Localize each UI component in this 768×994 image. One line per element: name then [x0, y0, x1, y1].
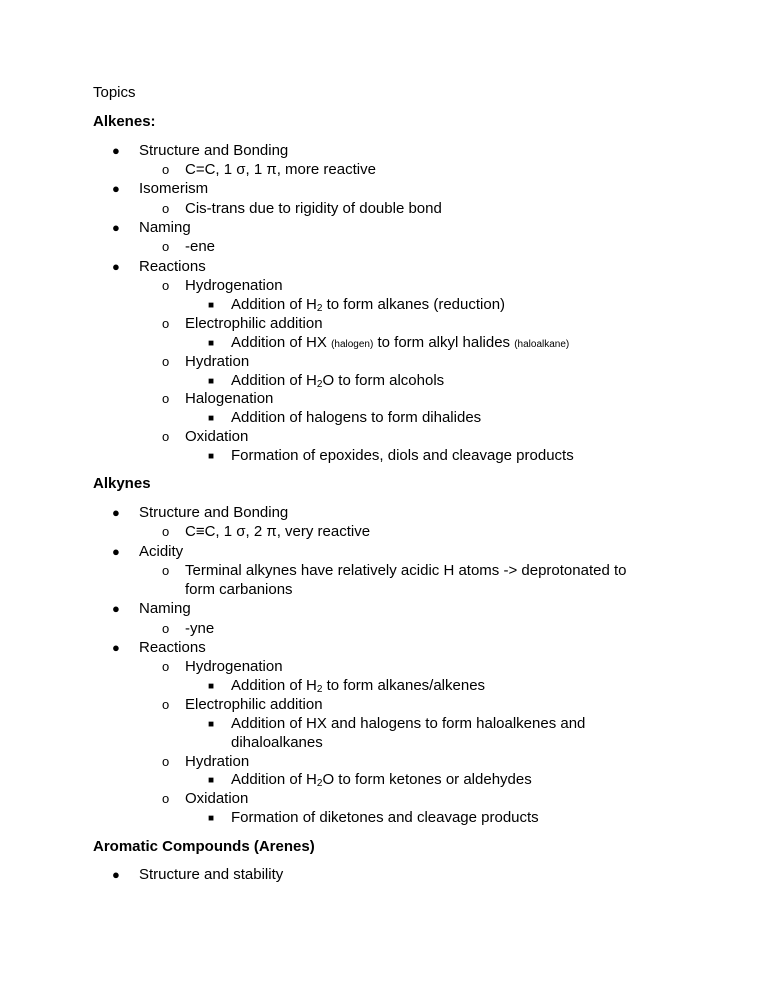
- list-item-text: Oxidation: [185, 428, 249, 445]
- list-item: [162, 620, 214, 638]
- list-item: [112, 142, 288, 160]
- bullet-marker: o: [162, 563, 170, 578]
- bullet-marker: o: [162, 754, 170, 769]
- list-item-text: to form alkyl halides: [373, 334, 515, 351]
- bullet-marker: o: [162, 791, 170, 806]
- bullet-marker: o: [162, 524, 170, 539]
- alkynes-heading: Alkynes: [93, 475, 151, 492]
- list-item-text: Addition of halogens to form dihalides: [231, 409, 482, 426]
- bullet-marker: ●: [112, 259, 120, 274]
- list-item: [112, 639, 206, 657]
- bullet-marker: o: [162, 316, 170, 331]
- list-item-text: Addition of H: [231, 372, 317, 389]
- list-item-text: Addition of H: [231, 296, 317, 313]
- list-item-text: O to form ketones or aldehydes: [322, 771, 532, 788]
- list-item: [162, 658, 283, 676]
- bullet-marker: o: [162, 201, 170, 216]
- list-item-text: Formation of epoxides, diols and cleavage products: [231, 447, 574, 464]
- list-item: [112, 543, 183, 561]
- list-item-text: Terminal alkynes have relatively acidic H atoms -> deprotonated to: [185, 562, 627, 579]
- list-item-text: Halogenation: [185, 390, 274, 407]
- list-item-text: to form alkanes/alkenes: [322, 677, 486, 694]
- list-item: [112, 866, 283, 884]
- bullet-marker: ●: [112, 544, 120, 559]
- list-item: [162, 200, 442, 218]
- bullet-marker: ■: [208, 376, 215, 387]
- list-item: [162, 315, 323, 333]
- bullet-marker: o: [162, 391, 170, 406]
- list-item-text: Addition of H: [231, 771, 317, 788]
- bullet-marker: ●: [112, 640, 120, 655]
- list-item: [208, 372, 444, 392]
- list-item: [112, 504, 288, 522]
- list-item: [162, 523, 370, 541]
- subscript: 2: [316, 684, 323, 695]
- list-item-text: Formation of diketones and cleavage products: [231, 809, 539, 826]
- list-item-text: to form alkanes (reduction): [322, 296, 506, 313]
- bullet-marker: o: [162, 697, 170, 712]
- list-item: [162, 390, 273, 408]
- bullet-marker: ●: [112, 601, 120, 616]
- list-item: [112, 600, 191, 618]
- bullet-marker: o: [162, 659, 170, 674]
- bullet-marker: ■: [208, 451, 215, 462]
- list-item-text: Addition of HX and halogens to form haloalkenes and: [231, 715, 586, 732]
- arenes-heading: Aromatic Compounds (Arenes): [93, 838, 315, 855]
- list-item: [112, 258, 206, 276]
- bullet-marker: ■: [208, 813, 215, 824]
- bullet-marker: ●: [112, 505, 120, 520]
- list-item-text: Hydrogenation: [185, 658, 283, 675]
- list-item: [208, 809, 539, 829]
- list-item-text: Addition of HX: [231, 334, 332, 351]
- list-item: [162, 238, 215, 256]
- list-item: [162, 790, 248, 808]
- list-item-text: Reactions: [139, 639, 206, 656]
- list-item: [208, 677, 485, 697]
- list-item: [162, 161, 376, 179]
- list-item-text: Cis-trans due to rigidity of double bond: [185, 200, 442, 217]
- list-item-text: Naming: [139, 600, 191, 617]
- bullet-marker: ■: [208, 300, 215, 311]
- bullet-marker: ■: [208, 681, 215, 692]
- list-item-text: Reactions: [139, 258, 206, 275]
- list-item: [162, 753, 249, 771]
- list-item-text: C≡C, 1 σ, 2 π, very reactive: [185, 523, 371, 540]
- bullet-marker: o: [162, 429, 170, 444]
- bullet-marker: ●: [112, 181, 120, 196]
- list-item-text: Electrophilic addition: [185, 315, 323, 332]
- bullet-marker: o: [162, 162, 170, 177]
- subscript: 2: [316, 379, 323, 390]
- list-item-text: Addition of H: [231, 677, 317, 694]
- bullet-marker: ■: [208, 719, 215, 730]
- small-note: (haloalkane): [514, 339, 570, 350]
- list-item: [162, 428, 248, 446]
- list-item: [162, 353, 249, 371]
- list-item-text: Hydration: [185, 353, 250, 370]
- bullet-marker: ■: [208, 775, 215, 786]
- list-item: [162, 562, 626, 580]
- list-item-text: Hydrogenation: [185, 277, 283, 294]
- list-item-text: -yne: [185, 620, 215, 637]
- list-item: [208, 334, 569, 354]
- subscript: 2: [316, 303, 323, 314]
- list-item-text: Structure and Bonding: [139, 142, 289, 159]
- list-item-text: C=C, 1 σ, 1 π, more reactive: [185, 161, 376, 178]
- list-item: [208, 771, 532, 791]
- list-item-text: Structure and stability: [139, 866, 284, 883]
- bullet-marker: ■: [208, 338, 215, 349]
- subscript: 2: [316, 778, 323, 789]
- list-item: [208, 409, 481, 429]
- bullet-marker: ●: [112, 143, 120, 158]
- bullet-marker: o: [162, 354, 170, 369]
- list-item: [162, 277, 283, 295]
- list-item: [208, 447, 574, 467]
- bullet-marker: ●: [112, 220, 120, 235]
- list-item-continuation: form carbanions: [185, 581, 293, 598]
- list-item-text: Isomerism: [139, 180, 209, 197]
- list-item-text: Naming: [139, 219, 191, 236]
- list-item: [162, 696, 323, 714]
- alkenes-heading: Alkenes:: [93, 113, 156, 130]
- list-item-text: -ene: [185, 238, 216, 255]
- bullet-marker: o: [162, 621, 170, 636]
- list-item-text: Hydration: [185, 753, 250, 770]
- list-item-continuation: dihaloalkanes: [231, 734, 323, 751]
- list-item-text: Acidity: [139, 543, 184, 560]
- topics-label: Topics: [93, 84, 136, 101]
- list-item: [208, 296, 505, 316]
- list-item: [208, 715, 585, 735]
- small-note: (halogen): [331, 339, 374, 350]
- list-item-text: Electrophilic addition: [185, 696, 323, 713]
- list-item-text: Oxidation: [185, 790, 249, 807]
- bullet-marker: ●: [112, 867, 120, 882]
- list-item-text: O to form alcohols: [322, 372, 445, 389]
- bullet-marker: ■: [208, 413, 215, 424]
- bullet-marker: o: [162, 278, 170, 293]
- list-item: [112, 219, 191, 237]
- list-item-text: Structure and Bonding: [139, 504, 289, 521]
- list-item: [112, 180, 208, 198]
- bullet-marker: o: [162, 239, 170, 254]
